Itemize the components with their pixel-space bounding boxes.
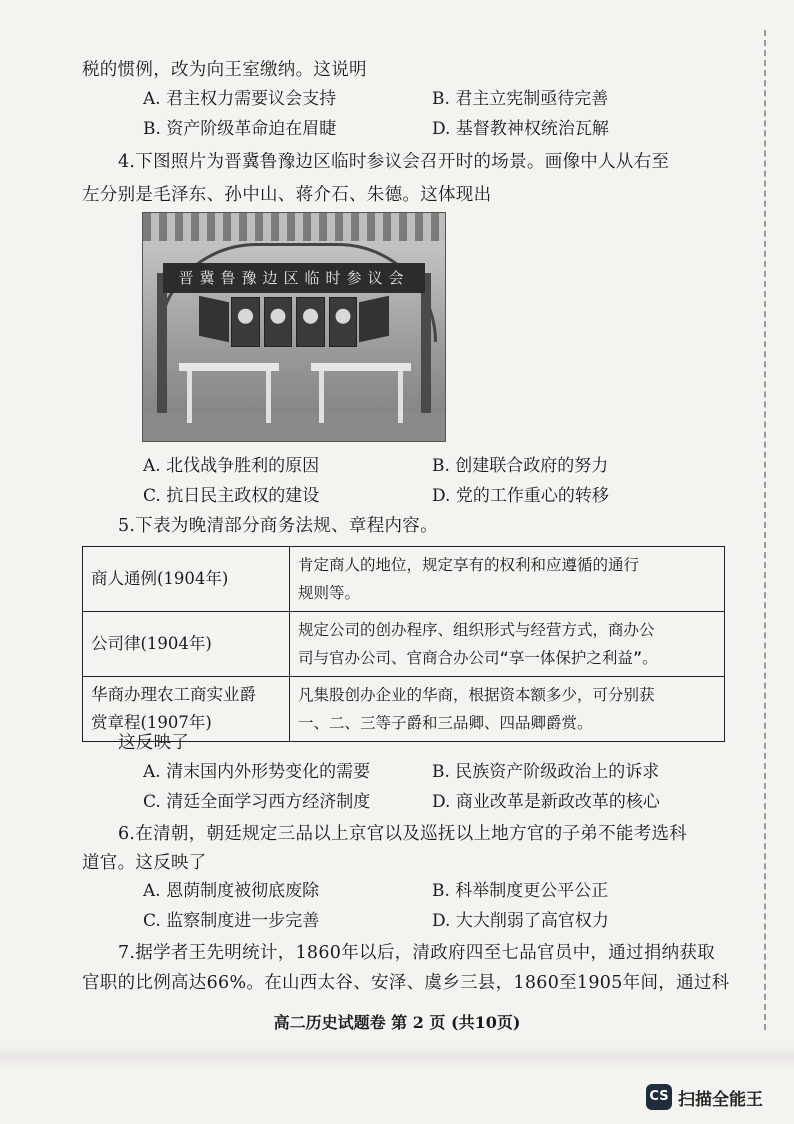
photo-banner: 晋冀鲁豫边区临时参议会 — [163, 263, 425, 293]
council-photo — [142, 212, 446, 442]
q4-stem-line2: 左分别是毛泽东、孙中山、蒋介石、朱德。这体现出 — [82, 185, 492, 205]
fold-line — [764, 30, 767, 1030]
scanner-watermark — [646, 1084, 763, 1110]
table-row — [83, 547, 725, 612]
q3-option-b: B. 君主立宪制亟待完善 — [432, 89, 609, 109]
photo-table-right — [311, 363, 411, 429]
law-name-cell: 公司律(1904年) — [83, 612, 290, 677]
portrait-1 — [231, 297, 260, 347]
portrait-2 — [264, 297, 293, 347]
q6-option-c: C. 监察制度进一步完善 — [143, 911, 320, 931]
page-footer: 高二历史试题卷 第 2 页 (共10页) — [273, 1013, 521, 1032]
law-content-cell — [290, 547, 725, 612]
q4-option-d: D. 党的工作重心的转移 — [432, 486, 609, 506]
portrait-4 — [329, 297, 358, 347]
q3-option-a: A. 君主权力需要议会支持 — [143, 89, 337, 109]
table-row — [83, 612, 725, 677]
portrait-3 — [296, 297, 325, 347]
q6-option-d: D. 大大削弱了高官权力 — [432, 911, 609, 931]
law-content-cell — [290, 612, 725, 677]
q5-stem: 5.下表为晚清部分商务法规、章程内容。 — [118, 516, 438, 536]
q3-stem-tail: 税的惯例，改为向王室缴纳。这说明 — [82, 60, 367, 80]
law-name-line: 赏章程(1907年) — [91, 713, 212, 732]
q4-stem-line1: 4.下图照片为晋冀鲁豫边区临时参议会召开时的场景。画像中人从右至 — [118, 152, 670, 172]
q5-option-d: D. 商业改革是新政改革的核心 — [432, 792, 660, 812]
q5-option-a: A. 清末国内外形势变化的需要 — [143, 762, 371, 782]
photo-portraits — [231, 297, 357, 347]
cs-logo-icon: CS — [646, 1084, 672, 1110]
q7-stem-line1: 7.据学者王先明统计，1860年以后，清政府四至七品官员中，通过捐纳获取 — [118, 943, 716, 963]
law-name-cell: 商人通例(1904年) — [83, 547, 290, 612]
photo-flag-left — [199, 296, 229, 342]
law-content-line: 规定公司的创办程序、组织形式与经营方式，商办公 — [298, 621, 655, 639]
law-content-cell — [290, 677, 725, 742]
q6-stem-line1: 6.在清朝，朝廷规定三品以上京官以及巡抚以上地方官的子弟不能考选科 — [118, 824, 688, 844]
q7-stem-line2: 官职的比例高达66%。在山西太谷、安泽、虞乡三县，1860至1905年间，通过科 — [82, 973, 730, 993]
q3-option-d: D. 基督教神权统治瓦解 — [432, 119, 609, 139]
photo-roof-beam — [143, 213, 445, 241]
photo-table-left — [179, 363, 279, 429]
q6-option-b: B. 科举制度更公平公正 — [432, 881, 609, 901]
q4-option-a: A. 北伐战争胜利的原因 — [143, 456, 320, 476]
q6-stem-line2: 道官。这反映了 — [82, 853, 207, 873]
scan-shadow — [0, 1046, 794, 1068]
law-content-line: 规则等。 — [298, 584, 361, 602]
q4-option-c: C. 抗日民主政权的建设 — [143, 486, 320, 506]
law-content-line: 一、二、三等子爵和三品卿、四品卿爵赏。 — [298, 714, 593, 732]
q5-option-b: B. 民族资产阶级政治上的诉求 — [432, 762, 660, 782]
law-content-line: 司与官办公司、官商合办公司“享一体保护之利益”。 — [298, 649, 658, 667]
q3-option-c: B. 资产阶级革命迫在眉睫 — [143, 119, 337, 139]
photo-flag-right — [359, 296, 389, 342]
law-name-line: 华商办理农工商实业爵 — [91, 685, 256, 704]
q4-option-b: B. 创建联合政府的努力 — [432, 456, 609, 476]
q6-option-a: A. 恩荫制度被彻底废除 — [143, 881, 320, 901]
commerce-law-table — [82, 546, 725, 742]
q5-option-c: C. 清廷全面学习西方经济制度 — [143, 792, 371, 812]
law-content-line: 肯定商人的地位，规定享有的权利和应遵循的通行 — [298, 556, 640, 574]
watermark-text: 扫描全能王 — [678, 1089, 763, 1110]
law-content-line: 凡集股创办企业的华商，根据资本额多少，可分别获 — [298, 686, 655, 704]
q5-stem-tail: 这反映了 — [118, 733, 190, 753]
